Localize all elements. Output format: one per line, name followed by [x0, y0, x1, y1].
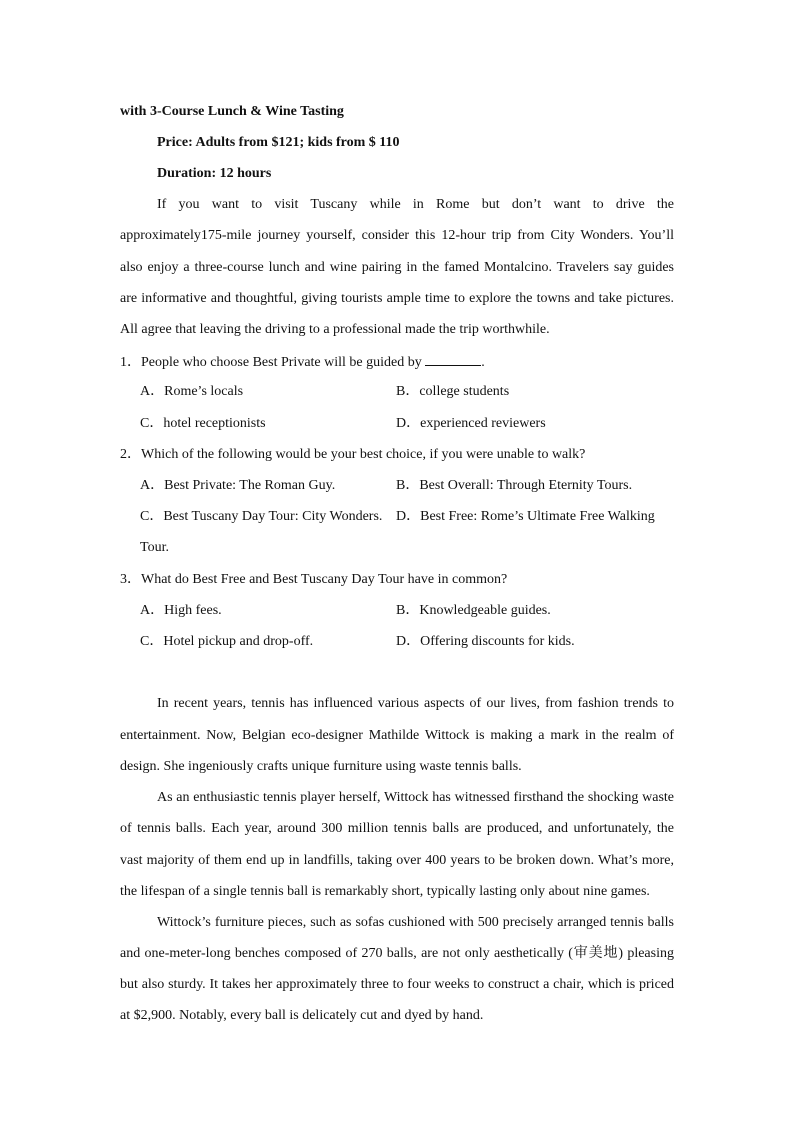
tour-paragraph-line: are informative and thoughtful, giving tourists ample time to explore the towns and take pictures.: [120, 291, 674, 306]
option-a: A．Best Private: The Roman Guy.: [140, 478, 336, 493]
article-line: at $2,900. Notably, every ball is delicately cut and dyed by hand.: [120, 1008, 484, 1023]
article-line: and one-meter-long benches composed of 270 balls, are not only aesthetically (审美地) pleasing: [120, 946, 674, 961]
answer-blank: [425, 351, 481, 366]
article-line: design. She ingeniously crafts unique furniture using waste tennis balls.: [120, 759, 522, 774]
option-b: B．college students: [396, 384, 510, 399]
question-stem-end: .: [481, 355, 485, 370]
article-line: the lifespan of a single tennis ball is remarkably short, typically lasting only about nine games.: [120, 884, 650, 899]
article-line: but also sturdy. It takes her approximately three to four weeks to construct a chair, which is priced: [120, 977, 674, 992]
question-2: [120, 445, 585, 465]
article-line: In recent years, tennis has influenced various aspects of our lives, from fashion trends to: [157, 696, 674, 711]
tour-title: with 3-Course Lunch & Wine Tasting: [120, 104, 344, 119]
article-line: vast majority of them end up in landfills, taking over 400 years to be broken down. What’s more,: [120, 853, 674, 868]
question-number: 2．: [120, 447, 141, 462]
option-d: D．Offering discounts for kids.: [396, 634, 575, 649]
article-line: As an enthusiastic tennis player herself, Wittock has witnessed firsthand the shocking waste: [157, 790, 674, 805]
tour-paragraph-line: approximately175-mile journey yourself, consider this 12-hour trip from City Wonders. You’ll: [120, 228, 674, 243]
tour-paragraph-line: All agree that leaving the driving to a professional made the trip worthwhile.: [120, 322, 550, 337]
option-d-continued: Tour.: [140, 540, 169, 555]
option-a: A．Rome’s locals: [140, 384, 244, 399]
question-1: [120, 351, 485, 373]
article-line: Wittock’s furniture pieces, such as sofas cushioned with 500 precisely arranged tennis balls: [157, 915, 674, 930]
tour-paragraph-line: also enjoy a three-course lunch and wine pairing in the famed Montalcino. Travelers say guides: [120, 260, 674, 275]
tour-paragraph-line: If you want to visit Tuscany while in Rome but don’t want to drive the: [157, 197, 674, 212]
option-c: C．hotel receptionists: [140, 416, 266, 431]
question-stem: Which of the following would be your best choice, if you were unable to walk?: [141, 447, 586, 462]
option-c: C．Best Tuscany Day Tour: City Wonders.: [140, 509, 383, 524]
question-stem: People who choose Best Private will be guided by: [141, 355, 422, 370]
option-b: B．Knowledgeable guides.: [396, 603, 551, 618]
tour-price: Price: Adults from $121; kids from $ 110: [157, 135, 400, 150]
question-number: 3．: [120, 572, 141, 587]
option-b: B．Best Overall: Through Eternity Tours.: [396, 478, 633, 493]
article-line: entertainment. Now, Belgian eco-designer Mathilde Wittock is making a mark in the realm of: [120, 728, 674, 743]
article-line: of tennis balls. Each year, around 300 million tennis balls are produced, and unfortunately, the: [120, 821, 674, 836]
option-d: D．experienced reviewers: [396, 416, 546, 431]
option-c: C．Hotel pickup and drop-off.: [140, 634, 314, 649]
option-d: D．Best Free: Rome’s Ultimate Free Walking: [396, 509, 655, 524]
tour-duration: Duration: 12 hours: [157, 166, 272, 181]
question-3: [120, 570, 507, 590]
question-stem: What do Best Free and Best Tuscany Day Tour have in common?: [141, 572, 508, 587]
question-number: 1．: [120, 355, 141, 370]
option-a: A．High fees.: [140, 603, 222, 618]
